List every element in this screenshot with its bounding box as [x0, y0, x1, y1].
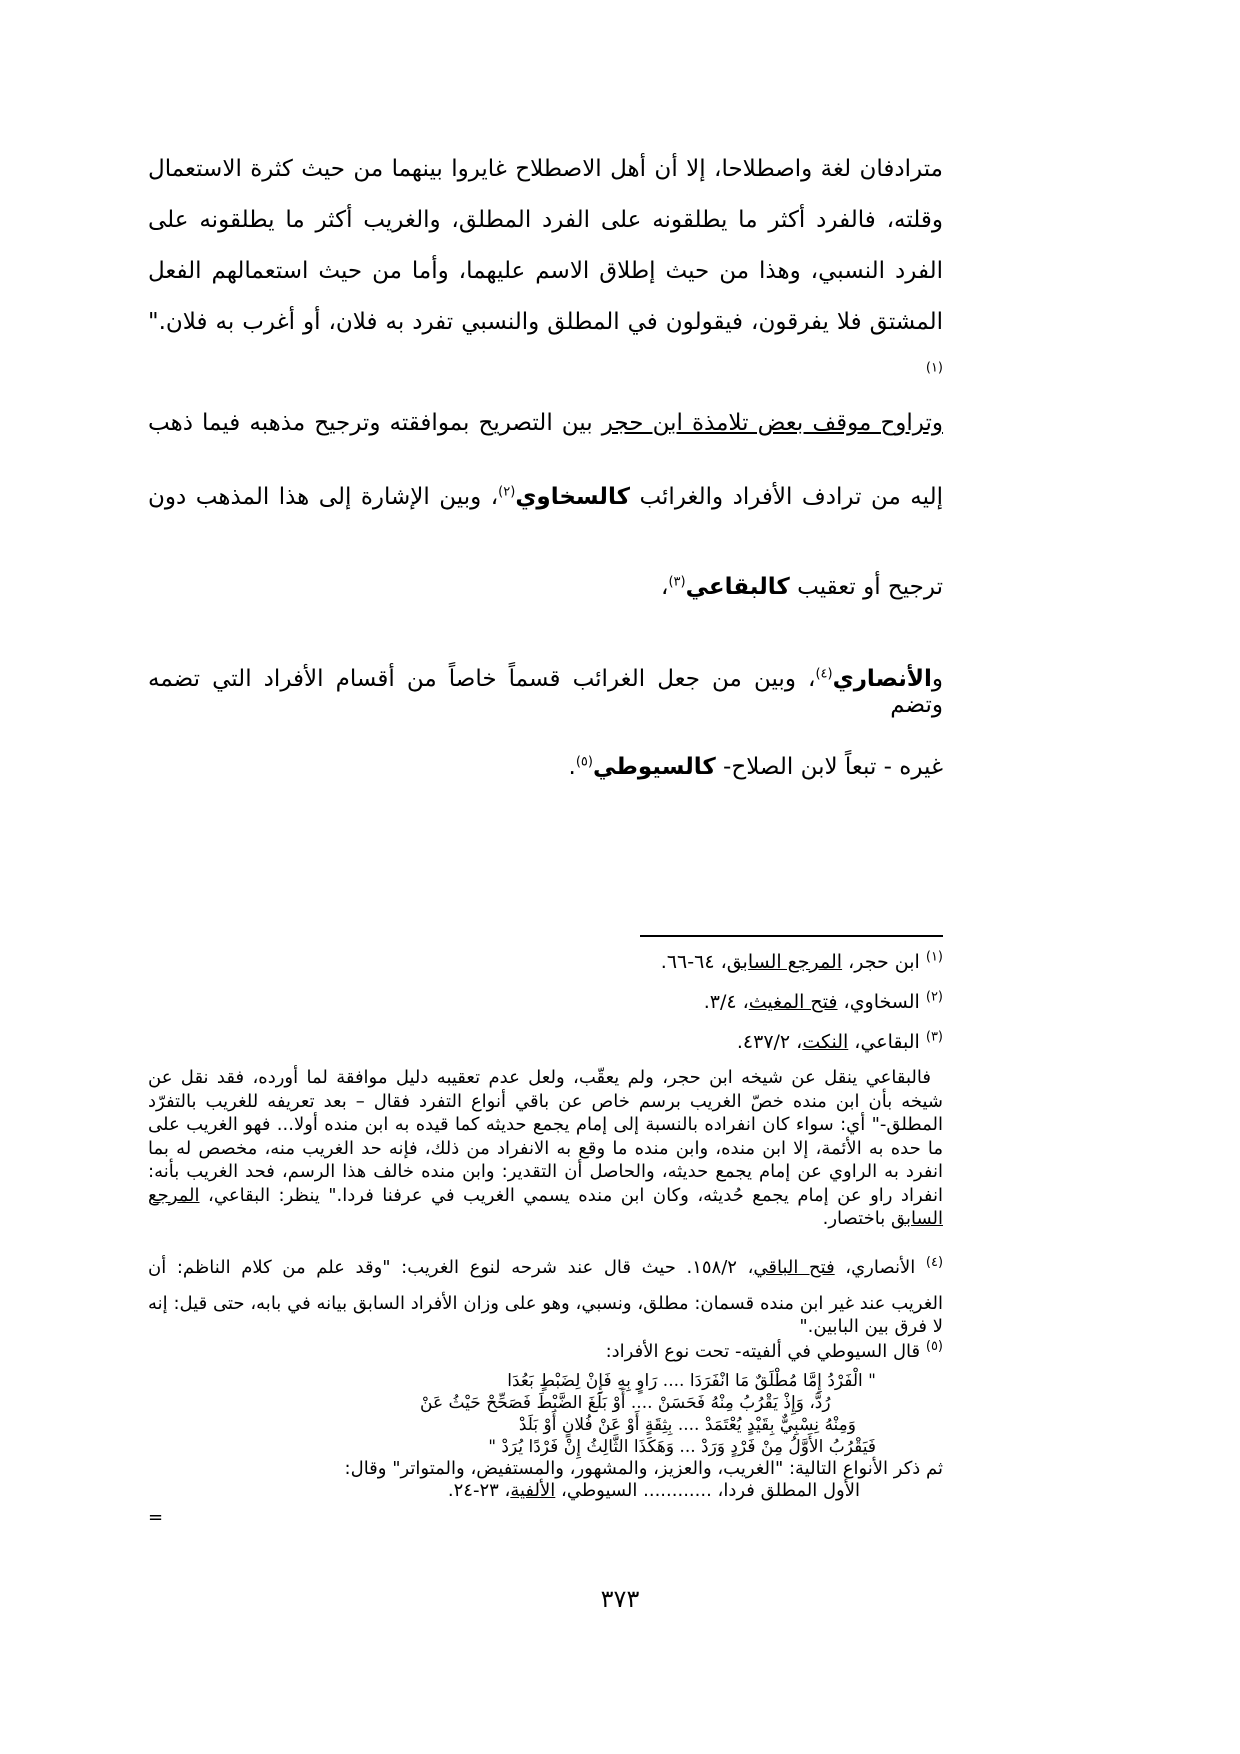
name-biqai: كالبقاعي: [685, 574, 790, 600]
poem-line: وَمِنْهُ نِسْبِيٌّ بِقَيْدٍ يُعْتَمَدْ .... بِثِقَةٍ أَوْ عَنْ فُلانٍ أَوْ بَلَدْ: [518, 1415, 856, 1435]
footnote-5-source: الألفية: [510, 1480, 556, 1501]
underlined-phrase: وتراوح موقف بعض تلامذة ابن حجر: [601, 410, 944, 436]
paragraph-2-line-2: إليه من ترادف الأفراد والغرائب كالسخاوي$^{(٢)}$، وبين الإشارة إلى هذا المذهب دون: [148, 484, 943, 510]
paragraph-1-text: مترادفان لغة واصطلاحا، إلا أن أهل الاصطلاح غايروا بينهما من حيث كثرة الاستعمال وقلته، فالفرد أكثر ما يطلقونه على الفرد المطلق، والغريب أكثر ما يطلقونه على الفرد النسبي، وهذا من حيث إطلاق الاسم عليهما، وأما من حيث استعمالهم الفعل المشتق فلا يفرقون، فيقولون في المطلق والنسبي تفرد به فلان، أو أغرب به فلان.": [148, 156, 943, 335]
paragraph-2-line-1: وتراوح موقف بعض تلامذة ابن حجر بين التصريح بموافقته وترجيح مذهبه فيما ذهب: [148, 410, 944, 436]
footnote-ref-1[interactable]: (١): [925, 360, 943, 376]
paragraph-2-line-5: غيره - تبعاً لابن الصلاح- كالسيوطي$^{(٥)}$.: [568, 754, 943, 780]
footnote-3-source: النكت: [802, 1031, 849, 1053]
page-number: ٣٧٣: [600, 1585, 640, 1613]
footnote-4: $^{(٤)}$ الأنصاري، فتح الباقي، ١٥٨/٢. حيث قال عند شرحه لنوع الغريب: "وقد علم من كلام الناظم: أن: [148, 1255, 944, 1278]
footnote-5-citation: الأول المطلق فردا، ............ السيوطي، الألفية، ٢٣-٢٤.: [447, 1480, 860, 1501]
poem-verses: [420, 1370, 876, 1458]
name-sakhawi: كالسخاوي: [515, 484, 630, 510]
name-suyuti: كالسيوطي: [592, 754, 716, 780]
footnote-5-continuation: ثم ذكر الأنواع التالية: "الغريب، والعزيز، والمشهور، والمستفيض، والمتواتر" وقال:: [344, 1458, 943, 1479]
poem-line: رُدَّ، وَإِذْ يَقْرُبُ مِنْهُ فَحَسَنْ .... أَوْ بَلَغَ الضَّبْطَ فَصَحِّحْ حَيْثُ عَنْ: [420, 1393, 831, 1413]
footnote-1-source: المرجع السابق: [726, 951, 843, 973]
poem-line: فَيَقْرُبُ الأَوَّلُ مِنْ فَرْدٍ وَرَدْ ... وَهَكَذَا الثَّالِثُ إِنْ فَرْدًا يُرَدْ ": [488, 1437, 876, 1457]
footnote-ref-5[interactable]: (٥): [575, 754, 593, 770]
footnote-ref-3[interactable]: (٣): [668, 574, 686, 590]
paragraph-2-line-3: ترجيح أو تعقيب كالبقاعي$^{(٣)}$،: [661, 574, 943, 600]
footnote-3-body: فالبقاعي ينقل عن شيخه ابن حجر، ولم يعقّب، ولعل عدم تعقيبه دليل موافقة لما أورده، فقد نقل عن شيخه بأن ابن منده خصّ الغريب برسم خاص عن باقي أنواع التفرد فقال – بعد تعريفه للغريب بالتفرّد المطلق-" أي: سواء كان انفراده بالنسبة إلى إمام يجمع حديثه كما قيده به ابن منده أولا... فهو الغريب على ما حده به الأئمة، إلا ابن منده، وابن منده ما وقع به الانفراد من ذلك، فإنه حد الغريب منه، مخصص له بما انفرد به الراوي عن إمام يجمع حديثه، والحاصل أن التقدير: وابن منده خالف هذا الرسم، فحد الغريب بأنه: انفراد راو عن إمام يجمع حُديثه، وكان ابن منده يسمي الغريب في عرفنا فردا." ينظر: البقاعي، المرجع السابق باختصار.: [148, 1067, 943, 1229]
footnote-1: $^{(١)}$ ابن حجر، المرجع السابق، ٦٤-٦٦.: [660, 949, 943, 973]
footnote-ref-2[interactable]: (٢): [498, 484, 516, 500]
equals-marker: =: [148, 1507, 164, 1528]
footnote-2: $^{(٢)}$ السخاوي، فتح المغيث، ٣/٤.: [703, 989, 943, 1013]
poem-line: " الْفَرْدُ إِمَّا مُطْلَقٌ مَا انْفَرَدَا .... رَاوٍ بِهِ فَإِنْ لِضَبْطٍ بَعُدَا: [507, 1371, 876, 1391]
paragraph-1: [148, 144, 943, 399]
footnote-2-source: فتح المغيث: [748, 991, 838, 1013]
footnote-separator: [640, 935, 943, 937]
paragraph-2-line-4: والأنصاري$^{(٤)}$، وبين من جعل الغرائب قسماً خاصاً من أقسام الأفراد التي تضمه وتضم: [148, 666, 943, 718]
footnote-ref-4[interactable]: (٤): [815, 666, 833, 682]
footnote-5: $^{(٥)}$ قال السيوطي في ألفيته- تحت نوع الأفراد:: [605, 1339, 943, 1362]
name-ansari: الأنصاري: [832, 666, 932, 692]
footnote-3: $^{(٣)}$ البقاعي، النكت، ٤٣٧/٢.: [736, 1029, 943, 1053]
footnote-3-body-source: المرجع السابق: [148, 1184, 943, 1229]
footnote-4-source: فتح الباقي: [753, 1257, 835, 1278]
footnote-4-continuation: الغريب عند غير ابن منده قسمان: مطلق، ونسبي، وهو على وزان الأفراد السابق بيانه في بابه، حتى قيل: إنه لا فرق بين البابين.": [148, 1293, 943, 1337]
